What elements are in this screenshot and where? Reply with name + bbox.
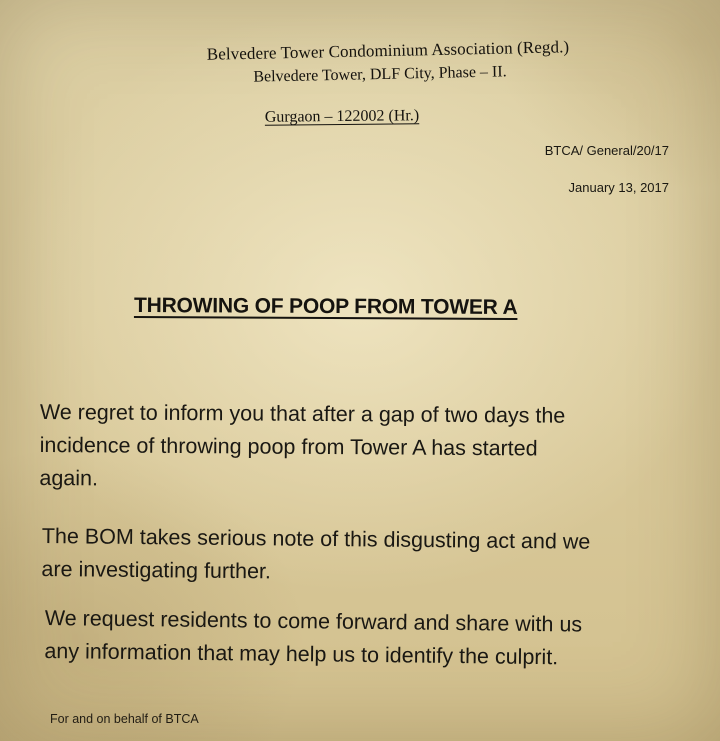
- association-name: Belvedere Tower Condominium Association (Regd.): [206, 37, 570, 64]
- notice-subject: THROWING OF POOP FROM TOWER A: [133, 293, 518, 320]
- paragraph-2: [41, 520, 682, 593]
- notice-date: January 13, 2017: [568, 180, 669, 195]
- paragraph-line: again.: [39, 465, 99, 491]
- association-address: Belvedere Tower, DLF City, Phase – II.: [253, 63, 507, 86]
- paragraph-line: incidence of throwing poop from Tower A has started: [39, 432, 538, 461]
- paragraph-3: [44, 602, 685, 676]
- paragraph-line: We request residents to come forward and share with us: [44, 605, 583, 637]
- paragraph-line: The BOM takes serious note of this disgusting act and we: [41, 523, 591, 554]
- paragraph-line: We regret to inform you that after a gap of two days the: [39, 399, 566, 428]
- paragraph-1: [39, 396, 680, 499]
- paragraph-line: are investigating further.: [41, 556, 272, 584]
- reference-number: BTCA/ General/20/17: [544, 143, 669, 158]
- signoff: For and on behalf of BTCA: [50, 712, 199, 726]
- association-city: Gurgaon – 122002 (Hr.): [264, 107, 420, 126]
- paragraph-line: any information that may help us to identify the culprit.: [44, 638, 559, 670]
